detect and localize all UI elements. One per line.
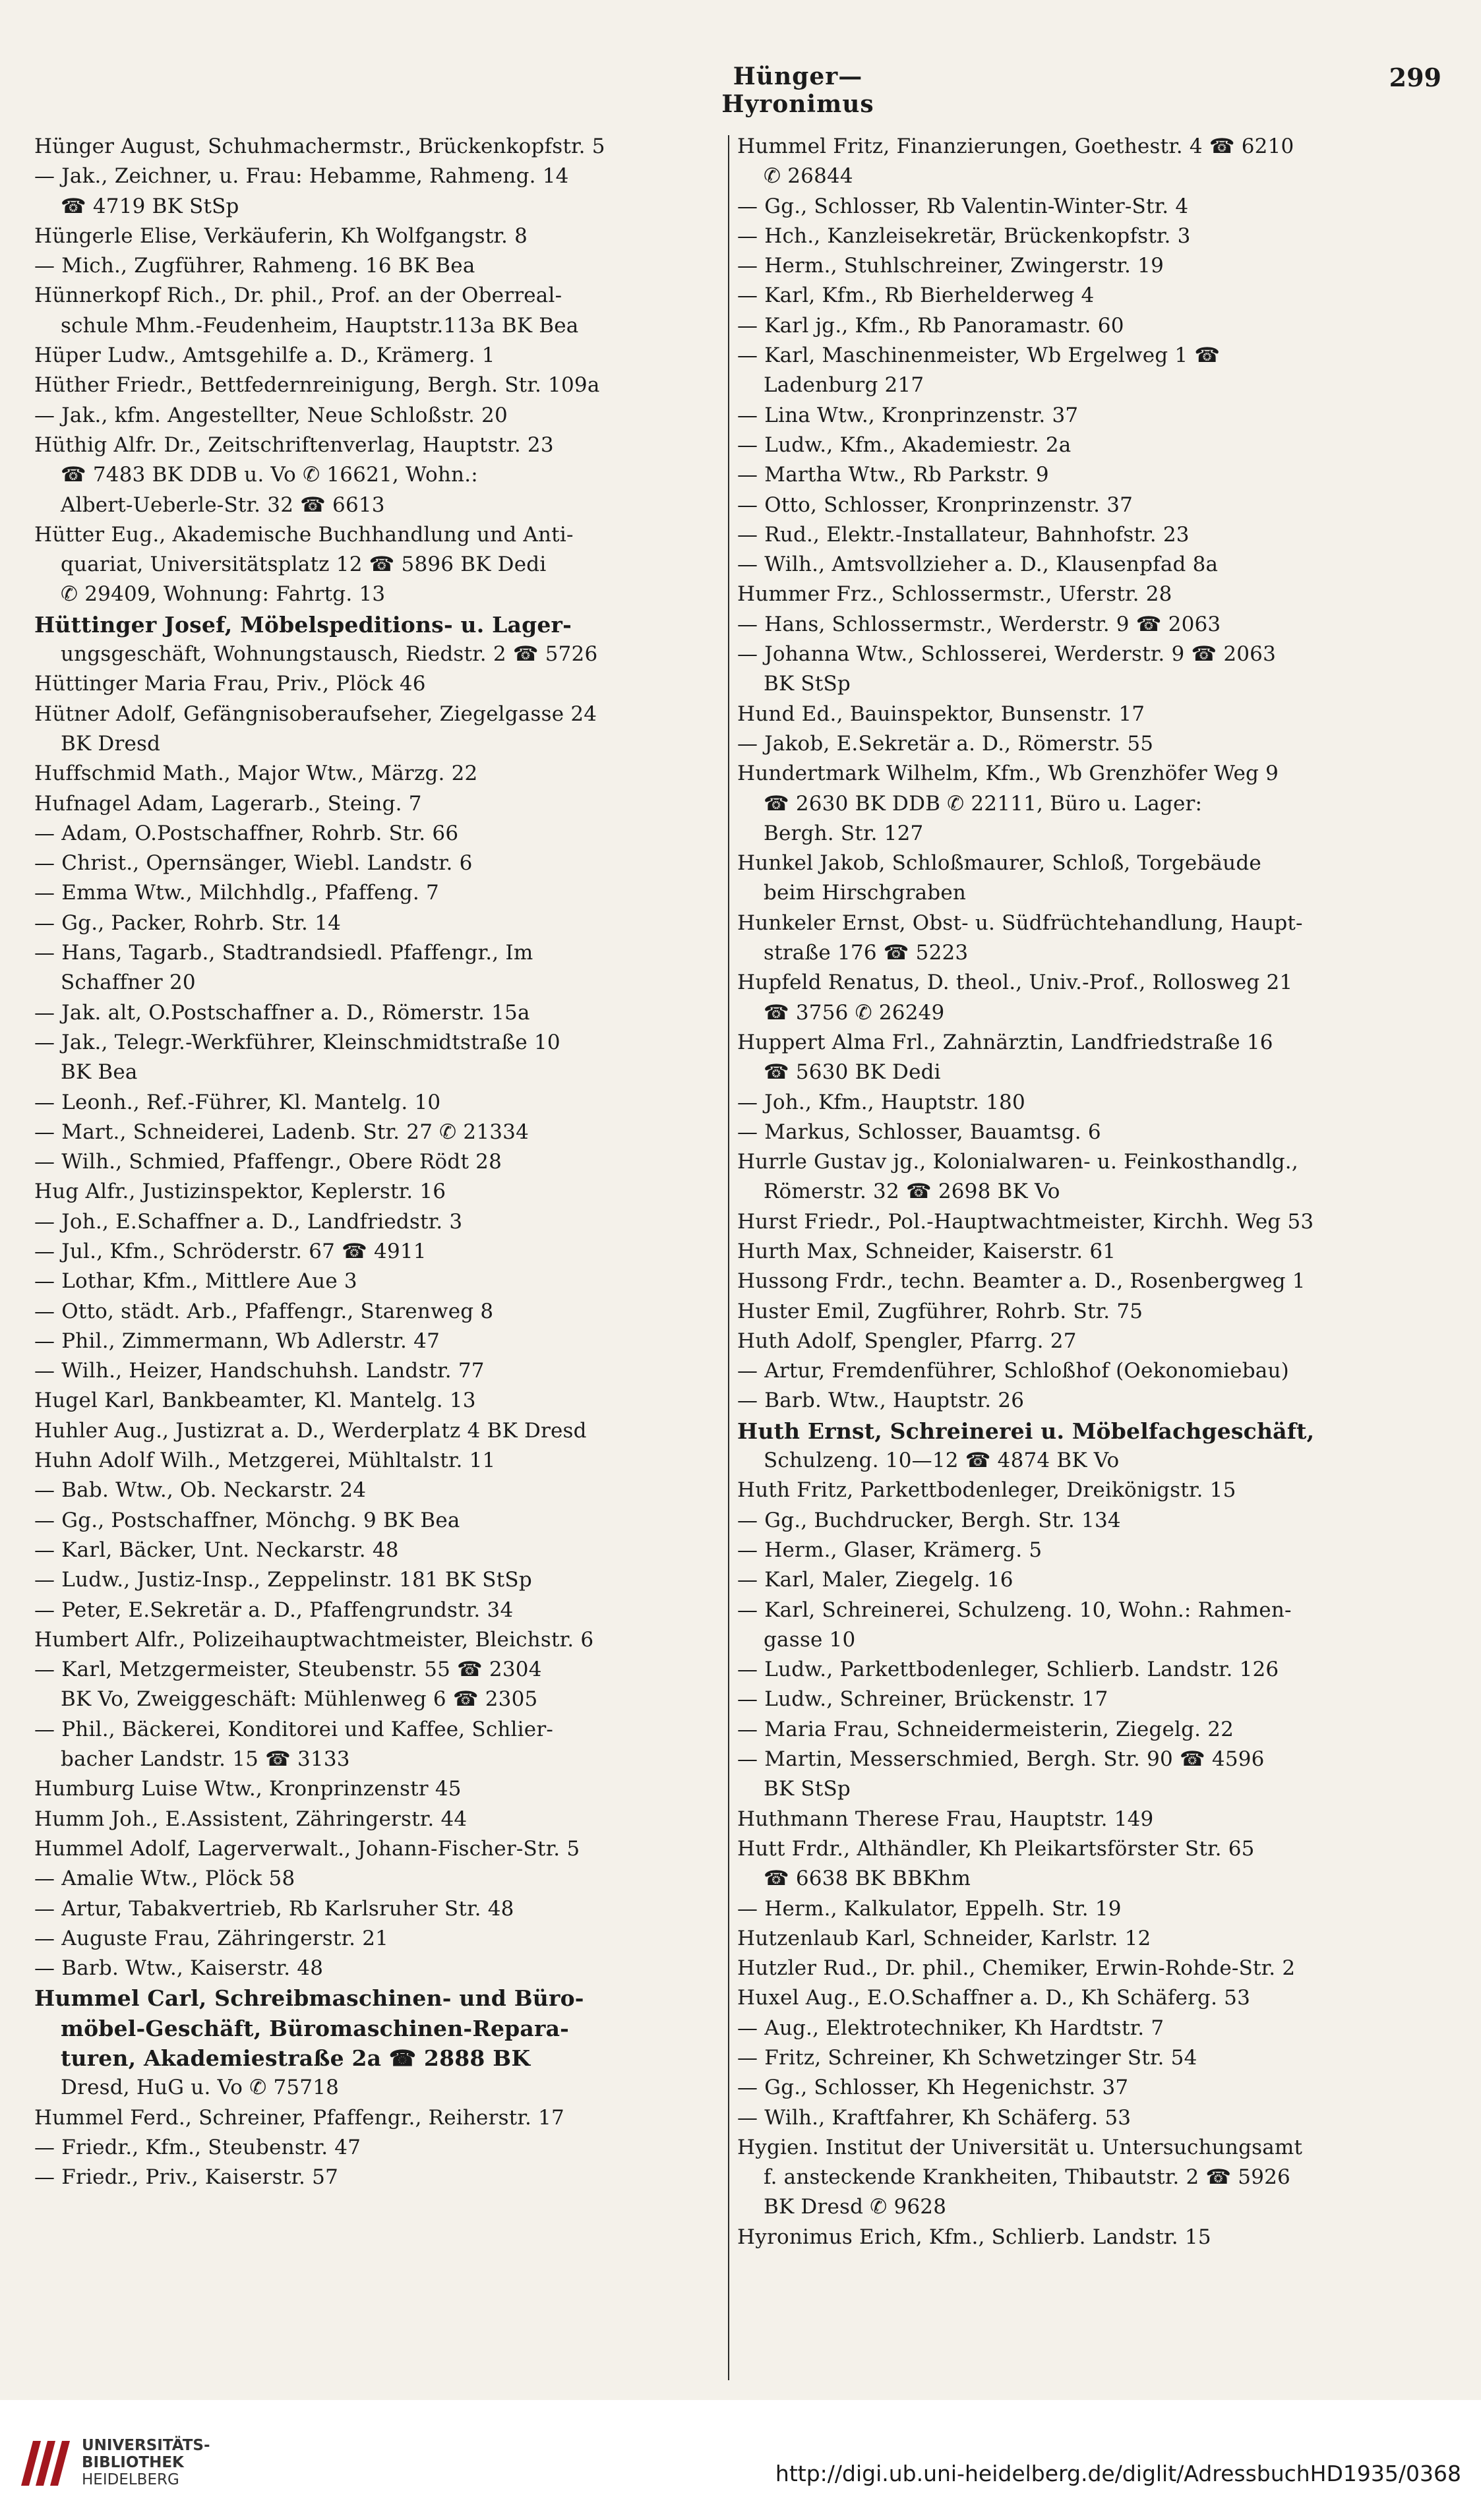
directory-entry-line: Hünger August, Schuhmachermstr., Brückenkopfstr. 5: [34, 135, 605, 158]
directory-entry-line: — Herm., Kalkulator, Eppelh. Str. 19: [737, 1896, 1122, 1921]
directory-entry-line: Hüttinger Maria Frau, Priv., Plöck 46: [34, 672, 426, 696]
directory-entry-line: — Gg., Schlosser, Kh Hegenichstr. 37: [737, 2076, 1129, 2100]
directory-entry-line: — Ludw., Schreiner, Brückenstr. 17: [737, 1687, 1108, 1712]
directory-entry-line: beim Hirschgraben: [764, 881, 967, 905]
directory-entry-line: — Karl, Kfm., Rb Bierhelderweg 4: [737, 284, 1095, 308]
directory-entry-line: ☎ 2630 BK DDB ✆ 22111, Büro u. Lager:: [764, 791, 1203, 816]
directory-entry-line: — Martha Wtw., Rb Parkstr. 9: [737, 463, 1049, 487]
directory-entry-line: — Hch., Kanzleisekretär, Brückenkopfstr. 3: [737, 224, 1191, 248]
directory-entry-line: Hutt Frdr., Althändler, Kh Pleikartsförster Str. 65: [737, 1836, 1255, 1861]
directory-entry-line: ☎ 6638 BK BBKhm: [764, 1867, 971, 1891]
directory-entry-line: BK Dresd ✆ 9628: [764, 2195, 947, 2219]
directory-entry-line: Hygien. Institut der Universität u. Untersuchungsamt: [737, 2135, 1303, 2159]
directory-entry-line: Hupfeld Renatus, D. theol., Univ.-Prof., Rollosweg 21: [737, 971, 1293, 995]
directory-entry-line: — Bab. Wtw., Ob. Neckarstr. 24: [34, 1478, 367, 1503]
directory-entry-line: — Leonh., Ref.-Führer, Kl. Mantelg. 10: [34, 1090, 441, 1114]
directory-entry-line: Hug Alfr., Justizinspektor, Keplerstr. 16: [34, 1180, 446, 1204]
directory-entry-line: — Hans, Schlossermstr., Werderstr. 9 ☎ 2063: [737, 612, 1221, 636]
directory-entry-line: Huthmann Therese Frau, Hauptstr. 149: [737, 1807, 1154, 1831]
source-url-link[interactable]: http://digi.ub.uni-heidelberg.de/diglit/AdressbuchHD1935/0368: [775, 2461, 1461, 2486]
directory-entry-line: Hüthig Alfr. Dr., Zeitschriftenverlag, Hauptstr. 23: [34, 433, 554, 457]
directory-entry-line: Hüper Ludw., Amtsgehilfe a. D., Krämerg. 1: [34, 344, 495, 368]
directory-entry-line: — Otto, städt. Arb., Pfaffengr., Starenweg 8: [34, 1299, 494, 1323]
directory-entry-line: Hund Ed., Bauinspektor, Bunsenstr. 17: [737, 702, 1145, 726]
directory-entry-line: Huxel Aug., E.O.Schaffner a. D., Kh Schäferg. 53: [737, 1986, 1251, 2010]
directory-entry-line: Schulzeng. 10—12 ☎ 4874 BK Vo: [764, 1449, 1120, 1473]
directory-entry-line: — Artur, Fremdenführer, Schloßhof (Oekonomiebau): [737, 1359, 1289, 1383]
directory-entry-line: — Joh., Kfm., Hauptstr. 180: [737, 1090, 1025, 1114]
directory-entry-line: Hurth Max, Schneider, Kaiserstr. 61: [737, 1239, 1116, 1263]
directory-entry-line: — Hans, Tagarb., Stadtrandsiedl. Pfaffengr., Im: [34, 941, 533, 965]
page-header-title: Hünger—Hyronimus: [721, 63, 874, 118]
directory-entry-line: Hüttinger Josef, Möbelspeditions- u. Lager-: [34, 611, 572, 638]
directory-entry-line: — Barb. Wtw., Hauptstr. 26: [737, 1389, 1025, 1413]
directory-entry-line: Hundertmark Wilhelm, Kfm., Wb Grenzhöfer Weg 9: [737, 762, 1279, 786]
directory-entry-line: ✆ 29409, Wohnung: Fahrtg. 13: [61, 582, 386, 607]
directory-entry-line: Hüther Friedr., Bettfedernreinigung, Bergh. Str. 109a: [34, 373, 600, 398]
directory-entry-line: — Lothar, Kfm., Mittlere Aue 3: [34, 1269, 357, 1294]
directory-entry-line: Ladenburg 217: [764, 373, 924, 398]
directory-entry-line: Bergh. Str. 127: [764, 821, 924, 845]
directory-entry-line: — Phil., Bäckerei, Konditorei und Kaffee, Schlier-: [34, 1717, 554, 1741]
directory-entry-line: Hummel Adolf, Lagerverwalt., Johann-Fischer-Str. 5: [34, 1836, 580, 1861]
directory-entry-line: — Phil., Zimmermann, Wb Adlerstr. 47: [34, 1329, 440, 1353]
directory-entry-line: Hutzenlaub Karl, Schneider, Karlstr. 12: [737, 1926, 1151, 1950]
directory-entry-line: — Otto, Schlosser, Kronprinzenstr. 37: [737, 493, 1133, 517]
directory-entry-line: BK StSp: [764, 672, 851, 696]
directory-entry-line: — Karl, Maschinenmeister, Wb Ergelweg 1 ☎: [737, 344, 1221, 368]
directory-entry-line: Hüngerle Elise, Verkäuferin, Kh Wolfgangstr. 8: [34, 224, 528, 248]
library-name-line1: UNIVERSITÄTS-: [82, 2437, 210, 2454]
directory-entry-line: — Jakob, E.Sekretär a. D., Römerstr. 55: [737, 731, 1154, 756]
directory-entry-line: — Friedr., Priv., Kaiserstr. 57: [34, 2165, 339, 2190]
directory-entry-line: — Aug., Elektrotechniker, Kh Hardtstr. 7: [737, 2016, 1164, 2040]
directory-entry-line: Hütter Eug., Akademische Buchhandlung und Anti-: [34, 522, 574, 547]
directory-entry-line: — Ludw., Justiz-Insp., Zeppelinstr. 181 BK StSp: [34, 1568, 532, 1592]
right-column: [737, 132, 1436, 2380]
directory-entry-line: — Auguste Frau, Zähringerstr. 21: [34, 1926, 389, 1950]
footer-bar: [0, 2400, 1481, 2520]
directory-entry-line: — Emma Wtw., Milchhdlg., Pfaffeng. 7: [34, 881, 439, 905]
directory-entry-line: Albert-Ueberle-Str. 32 ☎ 6613: [61, 493, 385, 517]
directory-entry-line: — Johanna Wtw., Schlosserei, Werderstr. 9 ☎ 2063: [737, 642, 1277, 667]
directory-entry-line: — Gg., Postschaffner, Mönchg. 9 BK Bea: [34, 1508, 460, 1532]
directory-entry-line: schule Mhm.-Feudenheim, Hauptstr.113a BK Bea: [61, 313, 579, 338]
directory-entry-line: — Karl, Bäcker, Unt. Neckarstr. 48: [34, 1538, 399, 1562]
directory-entry-line: — Ludw., Parkettbodenleger, Schlierb. Landstr. 126: [737, 1658, 1279, 1682]
directory-entry-line: Hütner Adolf, Gefängnisoberaufseher, Ziegelgasse 24: [34, 702, 597, 726]
directory-entry-line: — Rud., Elektr.-Installateur, Bahnhofstr. 23: [737, 522, 1190, 547]
directory-entry-line: bacher Landstr. 15 ☎ 3133: [61, 1747, 350, 1772]
directory-entry-line: — Karl, Schreinerei, Schulzeng. 10, Wohn.: Rahmen-: [737, 1598, 1292, 1622]
directory-entry-line: Humbert Alfr., Polizeihauptwachtmeister, Bleichstr. 6: [34, 1627, 594, 1652]
directory-entry-line: — Karl, Metzgermeister, Steubenstr. 55 ☎ 2304: [34, 1658, 542, 1682]
directory-entry-line: Huhler Aug., Justizrat a. D., Werderplatz 4 BK Dresd: [34, 1418, 587, 1443]
directory-entry-line: — Wilh., Amtsvollzieher a. D., Klausenpfad 8a: [737, 553, 1219, 577]
directory-entry-line: ☎ 4719 BK StSp: [61, 194, 239, 218]
directory-entry-line: ✆ 26844: [764, 164, 853, 189]
directory-entry-line: — Ludw., Kfm., Akademiestr. 2a: [737, 433, 1072, 457]
directory-entry-line: möbel-Geschäft, Büromaschinen-Repara-: [61, 2015, 570, 2041]
directory-entry-line: — Gg., Packer, Rohrb. Str. 14: [34, 911, 341, 935]
directory-entry-line: Hussong Frdr., techn. Beamter a. D., Rosenbergweg 1: [737, 1269, 1306, 1294]
directory-entry-line: — Mich., Zugführer, Rahmeng. 16 BK Bea: [34, 254, 475, 278]
directory-entry-line: Hugel Karl, Bankbeamter, Kl. Mantelg. 13: [34, 1389, 476, 1413]
directory-entry-line: — Jak., Telegr.-Werkführer, Kleinschmidtstraße 10: [34, 1030, 560, 1054]
directory-entry-line: — Herm., Glaser, Krämerg. 5: [737, 1538, 1043, 1562]
directory-entry-line: Huppert Alma Frl., Zahnärztin, Landfriedstraße 16: [737, 1030, 1273, 1054]
library-name: [82, 2437, 210, 2488]
directory-entry-line: — Karl, Maler, Ziegelg. 16: [737, 1568, 1013, 1592]
directory-entry-line: BK Dresd: [61, 731, 161, 756]
directory-entry-line: — Artur, Tabakvertrieb, Rb Karlsruher Str. 48: [34, 1896, 514, 1921]
directory-entry-line: Hünnerkopf Rich., Dr. phil., Prof. an der Oberreal-: [34, 284, 562, 308]
directory-entry-line: — Jak., Zeichner, u. Frau: Hebamme, Rahmeng. 14: [34, 164, 569, 189]
directory-entry-line: — Barb. Wtw., Kaiserstr. 48: [34, 1956, 324, 1981]
directory-entry-line: Hyronimus Erich, Kfm., Schlierb. Landstr. 15: [737, 2225, 1211, 2249]
directory-entry-line: — Gg., Schlosser, Rb Valentin-Winter-Str. 4: [737, 194, 1189, 218]
directory-entry-line: Hunkeler Ernst, Obst- u. Südfrüchtehandlung, Haupt-: [737, 911, 1303, 935]
directory-entry-line: — Maria Frau, Schneidermeisterin, Ziegelg. 22: [737, 1717, 1234, 1741]
directory-entry-line: — Lina Wtw., Kronprinzenstr. 37: [737, 403, 1079, 427]
directory-entry-line: — Christ., Opernsänger, Wiebl. Landstr. 6: [34, 851, 473, 876]
directory-entry-line: Huth Adolf, Spengler, Pfarrg. 27: [737, 1329, 1077, 1353]
directory-entry-line: ungsgeschäft, Wohnungstausch, Riedstr. 2 ☎ 5726: [61, 642, 598, 667]
directory-entry-line: ☎ 5630 BK Dedi: [764, 1060, 941, 1085]
directory-entry-line: — Peter, E.Sekretär a. D., Pfaffengrundstr. 34: [34, 1598, 514, 1622]
directory-entry-line: — Adam, O.Postschaffner, Rohrb. Str. 66: [34, 821, 459, 845]
directory-entry-line: turen, Akademiestraße 2a ☎ 2888 BK: [61, 2045, 531, 2071]
directory-entry-line: Huffschmid Math., Major Wtw., Märzg. 22: [34, 762, 478, 786]
directory-entry-line: BK Vo, Zweiggeschäft: Mühlenweg 6 ☎ 2305: [61, 1687, 538, 1712]
directory-entry-line: — Jak., kfm. Angestellter, Neue Schloßstr. 20: [34, 403, 508, 427]
directory-entry-line: BK StSp: [764, 1777, 851, 1801]
library-logo-icon: [15, 2433, 74, 2492]
directory-entry-line: — Fritz, Schreiner, Kh Schwetzinger Str. 54: [737, 2046, 1197, 2070]
directory-entry-line: — Wilh., Heizer, Handschuhsh. Landstr. 77: [34, 1359, 485, 1383]
directory-entry-line: Dresd, HuG u. Vo ✆ 75718: [61, 2076, 340, 2100]
directory-entry-line: gasse 10: [764, 1627, 856, 1652]
directory-entry-line: — Joh., E.Schaffner a. D., Landfriedstr. 3: [34, 1209, 463, 1234]
directory-entry-line: Hurrle Gustav jg., Kolonialwaren- u. Feinkosthandlg.,: [737, 1150, 1298, 1174]
directory-entry-line: Hummel Carl, Schreibmaschinen- und Büro-: [34, 1985, 584, 2012]
directory-entry-line: Humm Joh., E.Assistent, Zähringerstr. 44: [34, 1807, 468, 1831]
directory-entry-line: Hummer Frz., Schlossermstr., Uferstr. 28: [737, 582, 1172, 607]
directory-entry-line: — Wilh., Kraftfahrer, Kh Schäferg. 53: [737, 2105, 1132, 2130]
directory-entry-line: ☎ 7483 BK DDB u. Vo ✆ 16621, Wohn.:: [61, 463, 478, 487]
directory-entry-line: Römerstr. 32 ☎ 2698 BK Vo: [764, 1180, 1060, 1204]
directory-entry-line: Huth Fritz, Parkettbodenleger, Dreikönigstr. 15: [737, 1478, 1236, 1503]
directory-entry-line: Humburg Luise Wtw., Kronprinzenstr 45: [34, 1777, 462, 1801]
directory-entry-line: — Karl jg., Kfm., Rb Panoramastr. 60: [737, 313, 1124, 338]
directory-entry-line: Schaffner 20: [61, 971, 196, 995]
directory-entry-line: — Jul., Kfm., Schröderstr. 67 ☎ 4911: [34, 1239, 427, 1263]
page-number: 299: [1389, 63, 1441, 92]
directory-entry-line: Hummel Ferd., Schreiner, Pfaffengr., Reiherstr. 17: [34, 2105, 564, 2130]
directory-entry-line: — Wilh., Schmied, Pfaffengr., Obere Rödt 28: [34, 1150, 502, 1174]
directory-entry-line: — Jak. alt, O.Postschaffner a. D., Römerstr. 15a: [34, 1000, 530, 1025]
directory-entry-line: — Amalie Wtw., Plöck 58: [34, 1867, 295, 1891]
directory-entry-line: BK Bea: [61, 1060, 138, 1085]
directory-entry-line: Huth Ernst, Schreinerei u. Möbelfachgeschäft,: [737, 1418, 1315, 1444]
directory-entry-line: — Friedr., Kfm., Steubenstr. 47: [34, 2135, 361, 2159]
directory-entry-line: Hufnagel Adam, Lagerarb., Steing. 7: [34, 791, 422, 816]
directory-entry-line: straße 176 ☎ 5223: [764, 941, 969, 965]
directory-entry-line: — Gg., Buchdrucker, Bergh. Str. 134: [737, 1508, 1121, 1532]
directory-entry-line: Hurst Friedr., Pol.-Hauptwachtmeister, Kirchh. Weg 53: [737, 1209, 1314, 1234]
directory-entry-line: quariat, Universitätsplatz 12 ☎ 5896 BK Dedi: [61, 553, 547, 577]
directory-entry-line: ☎ 3756 ✆ 26249: [764, 1000, 945, 1025]
directory-entry-line: f. ansteckende Krankheiten, Thibautstr. 2 ☎ 5926: [764, 2165, 1290, 2190]
library-name-line2: BIBLIOTHEK: [82, 2454, 184, 2471]
library-name-line3: HEIDELBERG: [82, 2471, 179, 2488]
directory-entry-line: Hunkel Jakob, Schloßmaurer, Schloß, Torgebäude: [737, 851, 1261, 876]
directory-entry-line: — Martin, Messerschmied, Bergh. Str. 90 ☎ 4596: [737, 1747, 1265, 1772]
directory-entry-line: Huhn Adolf Wilh., Metzgerei, Mühltalstr. 11: [34, 1449, 496, 1473]
directory-entry-line: Hummel Fritz, Finanzierungen, Goethestr. 4 ☎ 6210: [737, 135, 1294, 158]
directory-entry-line: — Mart., Schneiderei, Ladenb. Str. 27 ✆ 21334: [34, 1120, 529, 1144]
directory-entry-line: — Herm., Stuhlschreiner, Zwingerstr. 19: [737, 254, 1164, 278]
directory-entry-line: Huster Emil, Zugführer, Rohrb. Str. 75: [737, 1299, 1143, 1323]
directory-entry-line: — Markus, Schlosser, Bauamtsg. 6: [737, 1120, 1101, 1144]
left-column: [34, 132, 733, 2380]
directory-entry-line: Hutzler Rud., Dr. phil., Chemiker, Erwin-Rohde-Str. 2: [737, 1956, 1296, 1981]
column-divider: [728, 135, 729, 2380]
